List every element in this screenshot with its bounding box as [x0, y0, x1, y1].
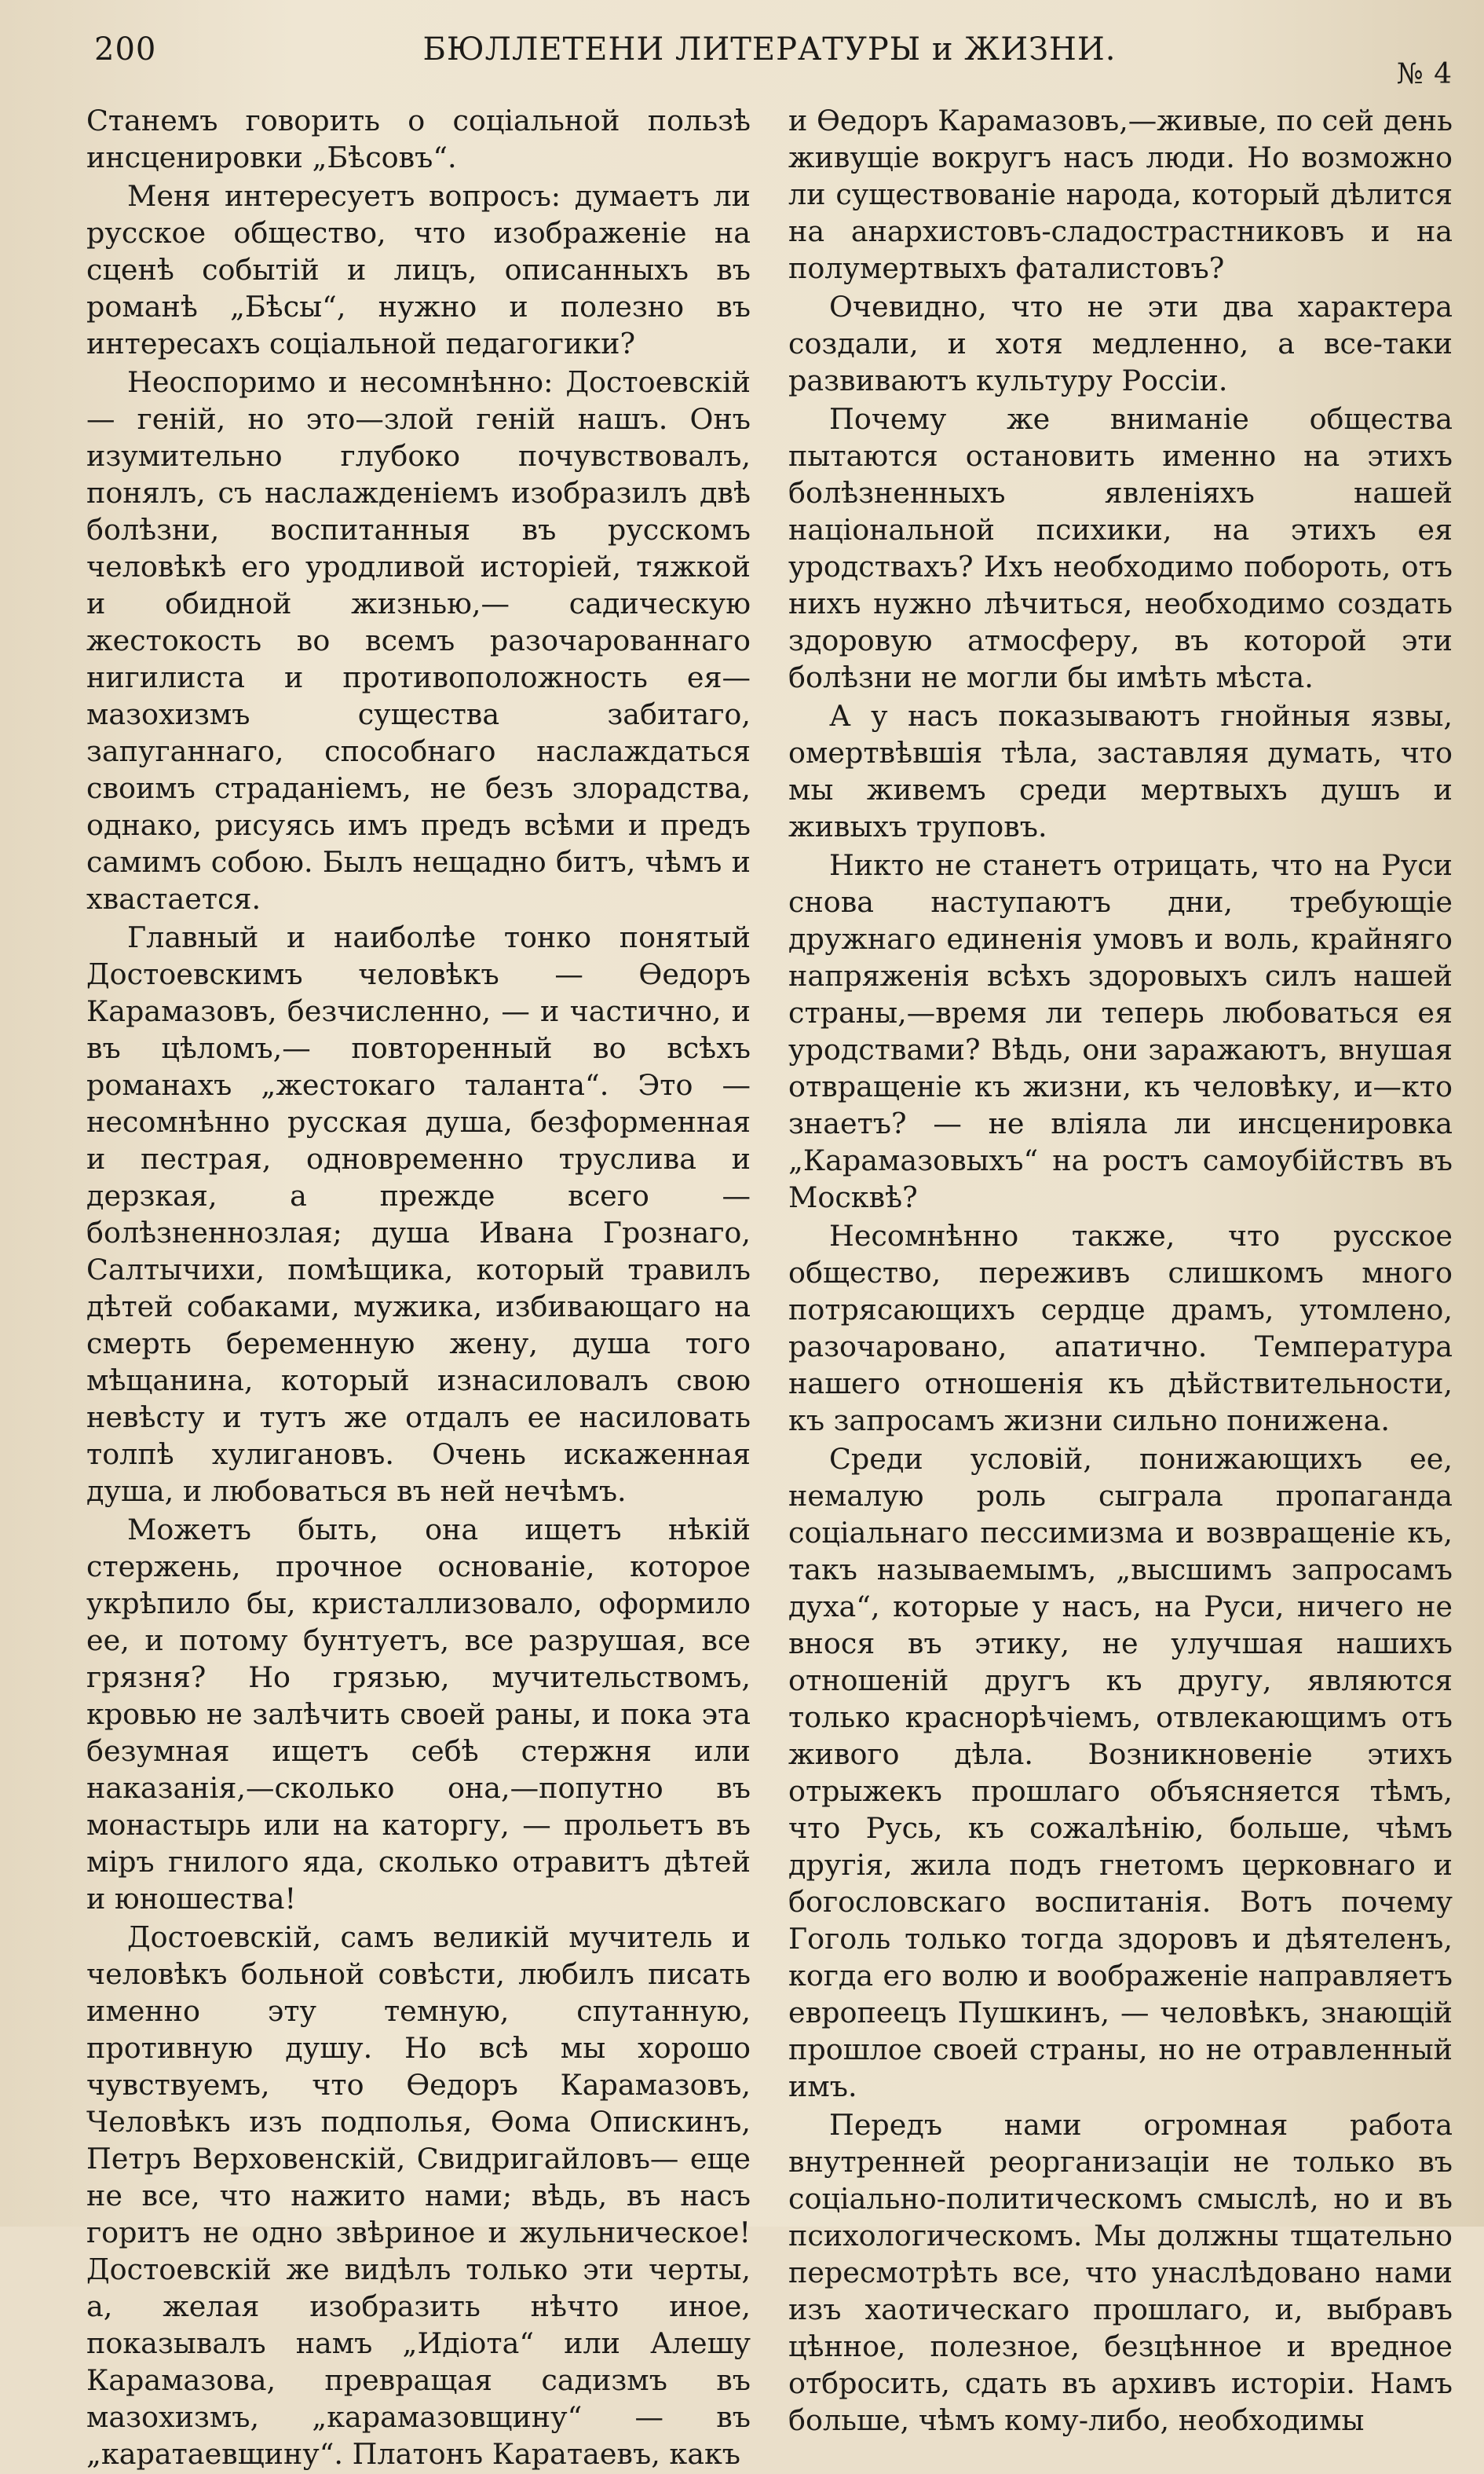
- paragraph: Среди условій, понижающихъ ее, немалую роль сыграла пропаганда соціальнаго пессимизма и возвращеніе къ, такъ называемымъ, „высшимъ запросамъ духа“, которые у насъ, на Руси, ничего не внося въ этику, не улучшая нашихъ отношеній другъ къ другу, являются только краснорѣчіемъ, отвлекающимъ отъ живого дѣла. Возникновеніе этихъ отрыжекъ прошлаго объясняется тѣмъ, что Русь, къ сожалѣнію, больше, чѣмъ другія, жила подъ гнетомъ церковнаго и богословскаго воспитанія. Вотъ почему Гоголь только тогда здоровъ и дѣятеленъ, когда его волю и воображеніе направляетъ европеецъ Пушкинъ, — человѣкъ, знающій прошлое своей страны, но не отравленный имъ.: [788, 1442, 1453, 2103]
- paragraph: Очевидно, что не эти два характера создали, и хотя медленно, а все-таки развиваютъ культуру Россіи.: [788, 290, 1453, 397]
- left-column: [86, 102, 751, 2474]
- running-head: БЮЛЛЕТЕНИ ЛИТЕРАТУРЫ и ЖИЗНИ.: [422, 31, 1117, 68]
- paragraph: Никто не станетъ отрицать, что на Руси снова наступаютъ дни, требующіе дружнаго единенія умовъ и воль, крайняго напряженія всѣхъ здоровыхъ силъ нашей страны,—время ли теперь любоваться ея уродствами? Вѣдь, они заражаютъ, внушая отвращеніе къ жизни, къ человѣку, и—кто знаетъ? — не вліяла ли инсценировка „Карамазовыхъ“ на ростъ самоубійствъ въ Москвѣ?: [788, 848, 1453, 1214]
- paragraph: Главный и наиболѣе тонко понятый Достоевскимъ человѣкъ — Ѳедоръ Карамазовъ, безчисленно, — и частично, и въ цѣломъ,— повторенный во всѣхъ романахъ „жестокаго таланта“. Это — несомнѣнно русская душа, безформенная и пестрая, одновременно труслива и дерзкая, а прежде всего — болѣзненнозлая; душа Ивана Грознаго, Салтычихи, помѣщика, который травилъ дѣтей собаками, мужика, избивающаго на смерть беременную жену, душа того мѣщанина, который изнасиловалъ свою невѣсту и тутъ же отдалъ ее насиловать толпѣ хулигановъ. Очень искаженная душа, и любоваться въ ней нечѣмъ.: [86, 920, 751, 1508]
- paragraph: Передъ нами огромная работа внутренней реорганизаціи не только въ соціально-политическомъ смыслѣ, но и въ психологическомъ. Мы должны тщательно пересмотрѣть все, что унаслѣдовано нами изъ хаотическаго прошлаго, и, выбравъ цѣнное, полезное, безцѣнное и вредное отбросить, сдать въ архивъ исторіи. Намъ больше, чѣмъ кому-либо, необходимы: [788, 2108, 1453, 2437]
- text-columns: [86, 102, 1453, 2474]
- paragraph: Почему же вниманіе общества пытаются остановить именно на этихъ болѣзненныхъ явленіяхъ нашей національной психики, на этихъ ея уродствахъ? Ихъ необходимо побороть, отъ нихъ нужно лѣчиться, необходимо создать здоровую атмосферу, въ которой эти болѣзни не могли бы имѣть мѣста.: [788, 402, 1453, 694]
- issue-number: № 4: [1396, 58, 1453, 90]
- page-number: 200: [94, 31, 157, 68]
- paragraph: Станемъ говорить о соціальной пользѣ инсценировки „Бѣсовъ“.: [86, 104, 751, 174]
- paragraph: Неоспоримо и несомнѣнно: Достоевскій — геній, но это—злой геній нашъ. Онъ изумительно глубоко почувствовалъ, понялъ, съ наслажденіемъ изобразилъ двѣ болѣзни, воспитанныя въ русскомъ человѣкѣ его уродливой исторіей, тяжкой и обидной жизнью,— садическую жестокость во всемъ разочарованнаго нигилиста и противоположность ея—мазохизмъ существа забитаго, запуганнаго, способнаго наслаждаться своимъ страданіемъ, не безъ злорадства, однако, рисуясь имъ предъ всѣми и предъ самимъ собою. Былъ нещадно битъ, чѣмъ и хвастается.: [86, 365, 751, 916]
- paragraph: А у насъ показываютъ гнойныя язвы, омертвѣвшія тѣла, заставляя думать, что мы живемъ среди мертвыхъ душъ и живыхъ труповъ.: [788, 699, 1453, 844]
- page-header: [86, 31, 1453, 102]
- paragraph: Можетъ быть, она ищетъ нѣкій стержень, прочное основаніе, которое укрѣпило бы, кристаллизовало, оформило ее, и потому бунтуетъ, все разрушая, все грязня? Но грязью, мучительствомъ, кровью не залѣчить своей раны, и пока эта безумная ищетъ себѣ стержня или наказанія,—сколько она,—попутно въ монастырь или на каторгу, — прольетъ въ міръ гнилого яда, сколько отравитъ дѣтей и юношества!: [86, 1513, 751, 1916]
- paragraph: Несомнѣнно также, что русское общество, переживъ слишкомъ много потрясающихъ сердце драмъ, утомлено, разочаровано, апатично. Температура нашего отношенія къ дѣйствительности, къ запросамъ жизни сильно понижена.: [788, 1219, 1453, 1437]
- paragraph: и Ѳедоръ Карамазовъ,—живые, по сей день живущіе вокругъ насъ люди. Но возможно ли существованіе народа, который дѣлится на анархистовъ-сладострастниковъ и на полумертвыхъ фаталистовъ?: [788, 104, 1453, 285]
- paragraph: Меня интересуетъ вопросъ: думаетъ ли русское общество, что изображеніе на сценѣ событій и лицъ, описанныхъ въ романѣ „Бѣсы“, нужно и полезно въ интересахъ соціальной педагогики?: [86, 179, 751, 360]
- paragraph: Достоевскій, самъ великій мучитель и человѣкъ больной совѣсти, любилъ писать именно эту темную, спутанную, противную душу. Но всѣ мы хорошо чувствуемъ, что Ѳедоръ Карамазовъ, Человѣкъ изъ подполья, Ѳома Опискинъ, Петръ Верховенскій, Свидригайловъ— еще не все, что нажито нами; вѣдь, въ насъ горитъ не одно звѣриное и жульническое! Достоевскій же видѣлъ только эти черты, а, желая изобразить нѣчто иное, показывалъ намъ „Идіота“ или Алешу Карамазова, превращая садизмъ въ мазохизмъ, „карамазовщину“ — въ „каратаевщину“. Платонъ Каратаевъ, какъ: [86, 1920, 751, 2471]
- right-column: [788, 102, 1453, 2474]
